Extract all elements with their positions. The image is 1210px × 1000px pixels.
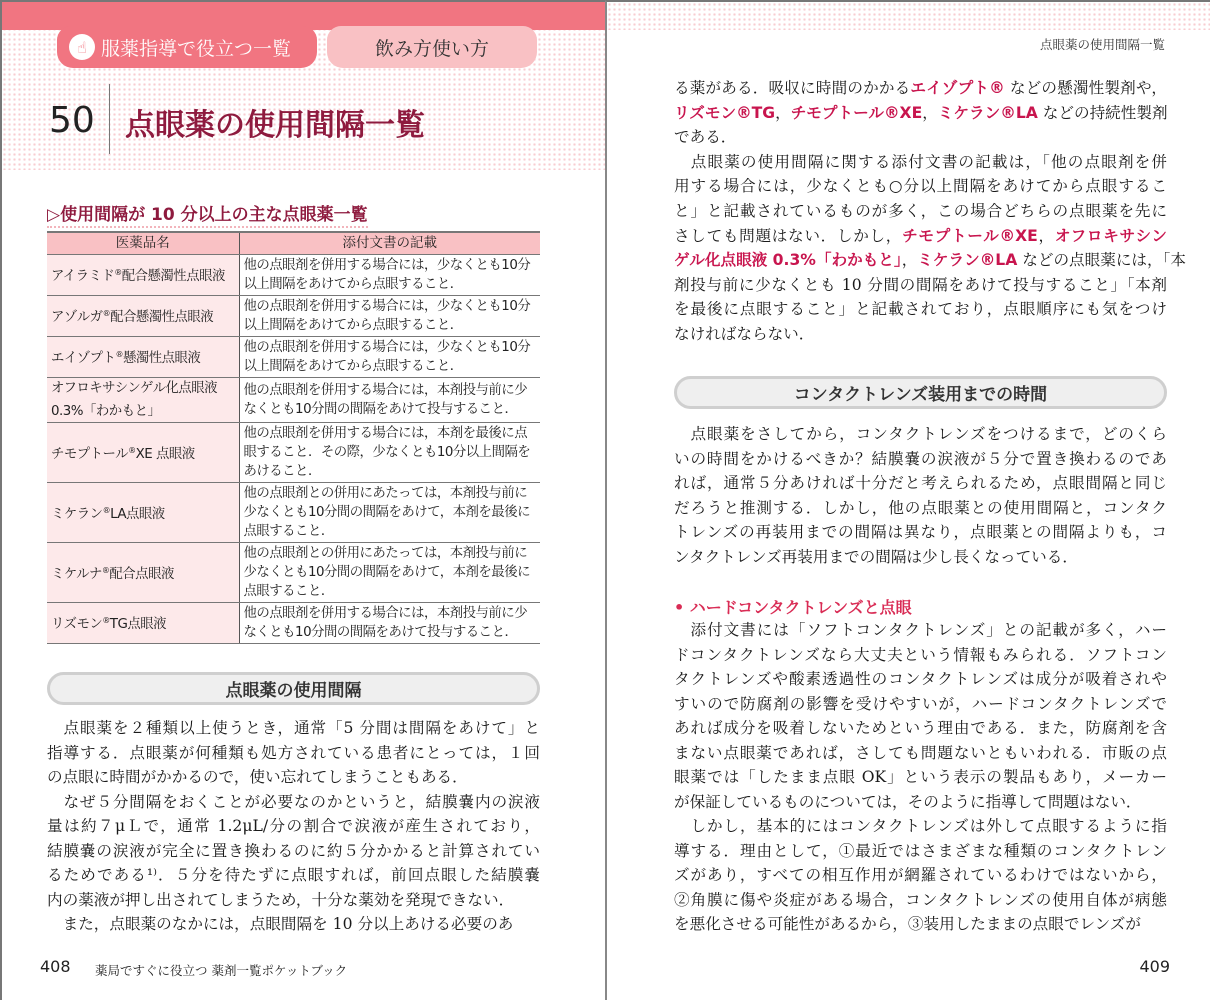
divider (109, 84, 110, 154)
package-insert-text: 他の点眼剤を併用する場合には，少なくとも10分以上間隔をあけてから点眼すること． (239, 295, 540, 336)
body-text-line (674, 496, 1167, 520)
drug-name-suffix: LA点眼液 (110, 506, 165, 522)
body-text-line (674, 912, 1167, 936)
chapter-number: 50 (49, 100, 95, 141)
text-segment: ， (1037, 226, 1055, 245)
body-text-line (47, 741, 540, 765)
text-segment: 剤投与前に少なくとも 10 分間の間隔をあけて投与すること」「本剤 (674, 275, 1167, 294)
table-row (47, 422, 540, 482)
body-text-line (674, 839, 1167, 863)
body-text-line (674, 618, 1167, 642)
registered-mark: ® (101, 565, 110, 575)
section-title-text: コンタクトレンズ装用までの時間 (793, 385, 1048, 405)
text-segment: を悪化させる可能性があるから，③装用したままの点眼でレンズが (674, 915, 1141, 933)
text-segment: なければならない． (674, 325, 815, 343)
body-text-line (674, 273, 1167, 297)
registered-mark: ® (115, 350, 123, 359)
column-header: 医薬品名 (47, 232, 239, 254)
column-header: 添付文書の記載 (239, 232, 540, 254)
body-text-line (674, 150, 1167, 174)
package-insert-text: 他の点眼剤を併用する場合には，本剤を最後に点眼すること．その際，少なくとも10分以上間隔をあけること． (239, 422, 540, 482)
text-segment: ， (901, 251, 918, 270)
chapter-title: 点眼薬の使用間隔一覧 (125, 108, 425, 143)
drug-name (47, 482, 239, 542)
drug-name-suffix: 配合懸濁性点眼液 (110, 310, 214, 325)
drug-name-text: リズモン (51, 617, 103, 632)
body-text-line (674, 888, 1167, 912)
section-title-text: 点眼薬の使用間隔 (225, 681, 362, 701)
body-text-line (674, 790, 1167, 814)
text-segment: 点眼薬の使用間隔に関する添付文書の記載は，「他の点眼剤を併 (674, 152, 1167, 171)
text-segment: いの時間をかけるべきか？結膜嚢の涙液が５分で置き換わるのであ (674, 449, 1167, 468)
body-text-line (674, 471, 1167, 495)
text-segment: ， (922, 103, 938, 122)
table-row (47, 542, 540, 602)
text-segment: すいので防腐剤の影響を受けやすいが，ハードコンタクトレンズで (674, 694, 1167, 713)
body-text-line (674, 643, 1167, 667)
body-text-line (674, 125, 1167, 149)
registered-mark: ® (102, 505, 111, 515)
tab-label: 服薬指導で役立つ一覧 (101, 37, 292, 60)
registered-mark: ® (102, 616, 110, 625)
package-insert-text: 他の点眼剤を併用する場合には，少なくとも10分以上間隔をあけてから点眼すること． (239, 254, 540, 295)
text-segment: 量は約７μＬで，通常 1.2μL/分の割合で涙液が産生されており， (47, 817, 540, 835)
body-text-line (674, 520, 1167, 544)
text-segment: 添付文書には「ソフトコンタクトレンズ」との記載が多く，ハー (674, 621, 1167, 639)
body-text-line (674, 297, 1167, 321)
body-text-line (674, 863, 1167, 887)
text-segment: 点眼薬を２種類以上使うとき，通常「5 分間は間隔をあけて」と (47, 719, 540, 737)
table-row (47, 295, 540, 336)
body-text-line (674, 248, 1186, 272)
tab-category (57, 26, 317, 68)
body-text-line (674, 224, 1167, 248)
drug-name-suffix: TG点眼液 (109, 617, 167, 632)
table-row (47, 602, 540, 643)
body-text-line (47, 912, 540, 936)
package-insert-text: 他の点眼剤を併用する場合には，本剤投与前に少なくとも10分間の間隔をあけて投与すること． (239, 602, 540, 643)
text-segment: 指導する．点眼薬が何種類も処方されている患者にとっては，１回 (47, 743, 540, 762)
text-segment: また，点眼薬のなかには，点眼間隔を 10 分以上あける必要のあ (47, 915, 514, 933)
body-text-line (674, 322, 1167, 346)
text-segment: 内の薬液が押し出されてしまうため，十分な薬効を発現できない． (47, 890, 515, 909)
eye-drop-table (47, 231, 540, 644)
text-segment: などの懸濁性製剤や， (1004, 79, 1167, 97)
drug-name-highlight: チモプトール®XE (902, 226, 1038, 245)
text-segment: 点眼薬をさしてから，コンタクトレンズをつけるまで，どのくら (674, 425, 1167, 443)
text-segment: ズがあり，すべての相互作用が網羅されているわけではないから， (674, 866, 1167, 884)
drug-name-highlight: ミケラン®LA (917, 251, 1018, 270)
text-segment: だろうと推測する．しかし，他の点眼薬との使用間隔と，コンタク (674, 498, 1167, 517)
body-text-line (674, 545, 1167, 569)
drug-name-suffix: XE 点眼液 (135, 446, 195, 462)
body-text-line (674, 447, 1167, 471)
text-segment: れば，通常５分あければ十分だと考えられるため，点眼間隔と同じ (674, 474, 1167, 492)
text-segment: と」と記載されているものが多く，この場合どちらの点眼薬を先に (674, 202, 1167, 220)
body-text-line (674, 422, 1167, 446)
body-text-line (674, 76, 1167, 100)
text-segment: まない点眼薬であれば，さしても問題ないともいわれる．市販の点 (674, 743, 1167, 762)
text-segment: ， (775, 103, 791, 122)
pointing-hand-icon: ☝ (69, 34, 95, 60)
text-segment: ②角膜に傷や炎症がある場合，コンタクトレンズの使用自体が病態 (674, 890, 1167, 909)
package-insert-text: 他の点眼剤との併用にあたっては，本剤投与前に少なくとも10分間の間隔をあけて，本剤を最後に点眼すること． (239, 542, 540, 602)
drug-name-suffix: 配合懸濁性点眼液 (121, 269, 225, 284)
body-text-line (674, 667, 1167, 691)
drug-name-text: ミケラン (51, 506, 103, 522)
drug-name-text: ミケルナ (51, 566, 102, 582)
body-text-line (674, 814, 1167, 838)
drug-name-suffix: 懸濁性点眼液 (122, 351, 201, 366)
drug-name-highlight: オフロキサシン (1054, 226, 1167, 245)
bullet-heading: • ハードコンタクトレンズと点眼 (674, 598, 912, 617)
drug-name (47, 422, 239, 482)
drug-name (47, 377, 239, 422)
running-head: 点眼薬の使用間隔一覧 (1039, 37, 1165, 52)
text-segment: の点眼に時間がかかるので，使い忘れてしまうこともある． (47, 768, 468, 786)
dotted-header-background (607, 2, 1210, 30)
registered-mark: ® (114, 268, 122, 277)
text-segment: を最後に点眼すること」と記載されており，点眼順序にも気をつけ (674, 300, 1167, 319)
body-text-line (674, 199, 1167, 223)
body-text-line (47, 814, 540, 838)
drug-name (47, 295, 239, 336)
drug-name-text: チモプトール (51, 446, 129, 462)
table-row (47, 336, 540, 377)
text-segment: る薬がある．吸収に時間のかかる (674, 79, 911, 97)
drug-name (47, 336, 239, 377)
body-text-line (674, 716, 1167, 740)
body-text-line (674, 741, 1167, 765)
section-title (47, 672, 540, 705)
text-segment: 用する場合には，少なくとも○分以上間隔をあけてから点眼するこ (674, 177, 1167, 196)
text-segment: あれば成分を吸着しないためという理由である．また，防腐剤を含 (674, 719, 1167, 737)
drug-name-text: アイラミド (51, 269, 115, 284)
text-segment: さしても問題はない．しかし， (674, 226, 903, 245)
body-text-line (47, 765, 540, 789)
section-title (674, 376, 1167, 409)
drug-name-text: アゾルガ (51, 310, 103, 325)
body-text-line (47, 790, 540, 814)
page-number: 408 (40, 957, 71, 976)
text-segment: 眼薬では「したまま点眼 OK」という表示の製品もあり，メーカー (674, 768, 1167, 786)
drug-name (47, 254, 239, 295)
drug-name (47, 542, 239, 602)
registered-mark: ® (102, 309, 111, 318)
table-row (47, 254, 540, 295)
text-segment: トレンズの再装用までの間隔は異なり，点眼薬との間隔よりも，コ (674, 523, 1167, 541)
text-segment: タクトレンズや酸素透過性のコンタクトレンズは成分が吸着されや (674, 670, 1167, 688)
drug-name-text: エイゾプト (51, 351, 116, 366)
drug-name-text: オフロキサシンゲル化点眼液 0.3%「わかもと」 (51, 380, 218, 419)
drug-name-highlight: ゲル化点眼液 0.3%「わかもと」 (674, 251, 902, 270)
text-segment: が保証しているものについては，そのように指導して問題はない． (674, 792, 1142, 811)
body-text-line (47, 839, 540, 863)
drug-name-highlight: ミケラン®LA (937, 103, 1038, 122)
drug-name-highlight: リズモン®TG (674, 103, 776, 122)
tab-subcategory (327, 26, 537, 68)
right-page (605, 0, 1210, 1000)
table-heading: ▷使用間隔が 10 分以上の主な点眼薬一覧 (47, 200, 368, 228)
body-text-line (47, 888, 540, 912)
body-text-line (674, 174, 1167, 198)
table-row (47, 482, 540, 542)
text-segment: なぜ５分間隔をおくことが必要なのかというと，結膜嚢内の涙液 (47, 792, 540, 811)
body-text-line (47, 863, 540, 887)
text-segment: である． (674, 128, 737, 147)
drug-name-highlight: エイゾプト® (910, 79, 1005, 97)
book-title: 薬局ですぐに役立つ 薬剤一覧ポケットブック (95, 963, 348, 978)
body-text-line (674, 765, 1167, 789)
package-insert-text: 他の点眼剤を併用する場合には，少なくとも10分以上間隔をあけてから点眼すること． (239, 336, 540, 377)
page-number: 409 (1139, 957, 1170, 976)
registered-mark: ® (128, 445, 136, 455)
text-segment: 結膜嚢の涙液が完全に置き換わるのに約５分かかると計算されてい (47, 841, 540, 860)
package-insert-text: 他の点眼剤との併用にあたっては，本剤投与前に少なくとも10分間の間隔をあけて，本剤を最後に点眼すること． (239, 482, 540, 542)
text-segment: などの持続性製剤 (1037, 103, 1168, 122)
body-text-line (674, 101, 1167, 125)
text-segment: るためである¹⁾．５分を待たずに点眼すれば，前回点眼した結膜嚢 (47, 866, 540, 884)
text-segment: しかし，基本的にはコンタクトレンズは外して点眼するように指 (674, 817, 1167, 835)
tab-label: 飲み方使い方 (374, 37, 489, 60)
text-segment: などの点眼薬には，「本 (1017, 251, 1186, 270)
text-segment: ドコンタクトレンズなら大丈夫という情報もみられる．ソフトコン (674, 645, 1167, 664)
table-row (47, 377, 540, 422)
text-segment: ンタクトレンズ再装用までの間隔は少し長くなっている． (674, 547, 1078, 566)
package-insert-text: 他の点眼剤を併用する場合には，本剤投与前に少なくとも10分間の間隔をあけて投与すること． (239, 377, 540, 422)
drug-name-suffix: 配合点眼液 (109, 566, 174, 582)
text-segment: 導する．理由として，①最近ではさまざまな種類のコンタクトレン (674, 841, 1167, 860)
body-text-line (47, 716, 540, 740)
body-text-line (674, 692, 1167, 716)
drug-name-highlight: チモプトール®XE (790, 103, 923, 122)
drug-name (47, 602, 239, 643)
